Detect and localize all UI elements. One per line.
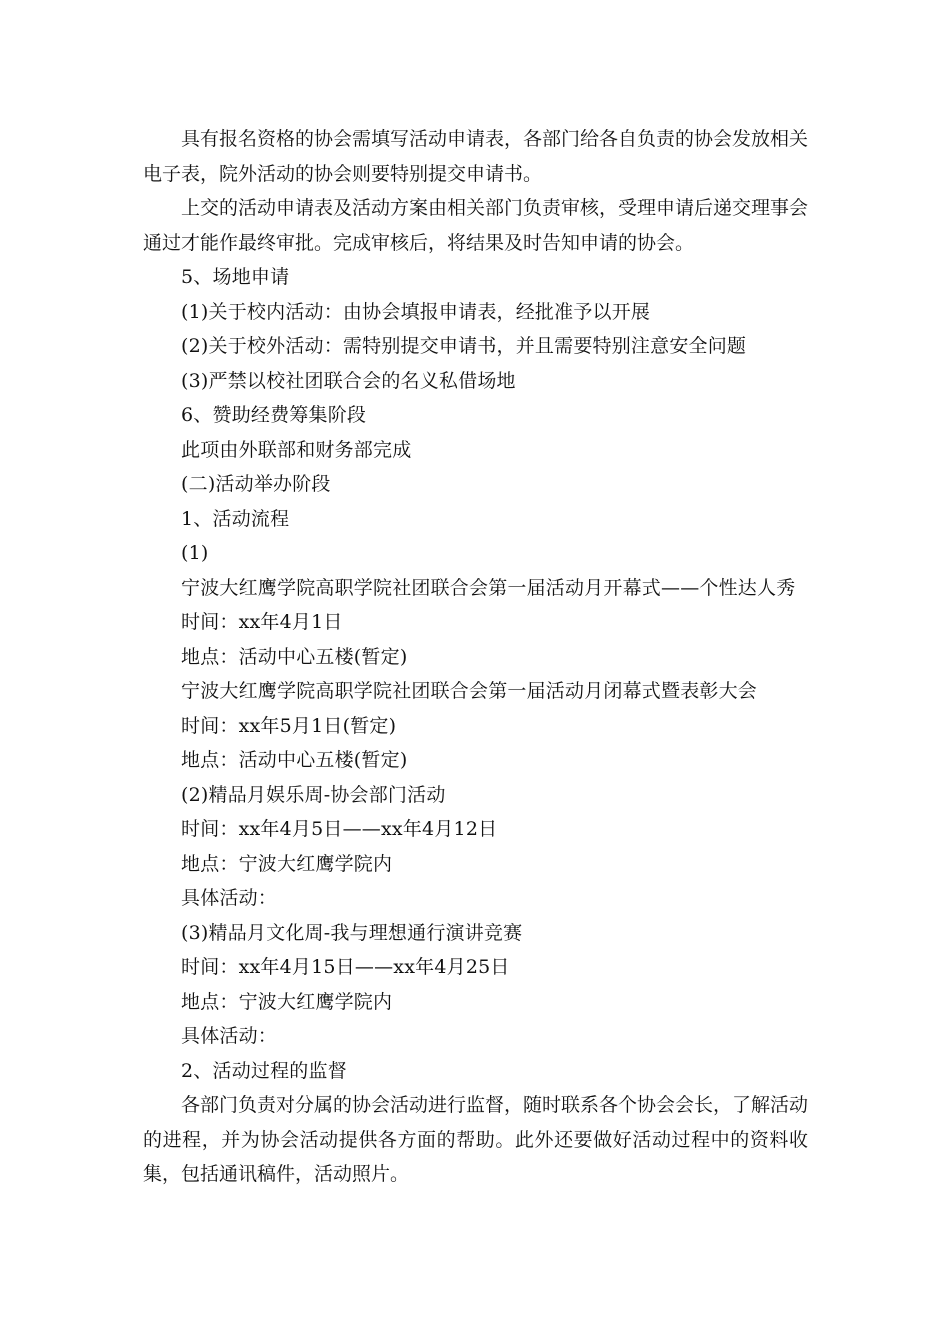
heading-event-stage: (二)活动举办阶段 — [181, 473, 331, 495]
entertainment-week-time: 时间：xx年4月5日——xx年4月12日 — [181, 818, 498, 840]
entertainment-week-title: (2)精品月娱乐周-协会部门活动 — [181, 783, 446, 806]
heading-sponsorship: 6、赞助经费筹集阶段 — [181, 404, 367, 426]
sponsorship-text: 此项由外联部和财务部完成 — [181, 438, 412, 461]
paragraph-application-form: 具有报名资格的协会需填写活动申请表，各部门给各自负责的协会发放相关电子表，院外活动的协会则要特别提交申请书。 — [143, 128, 809, 185]
opening-ceremony-title: 宁波大红鹰学院高职学院社团联合会第一届活动月开幕式——个性达人秀 — [181, 576, 796, 599]
opening-location: 地点：活动中心五楼(暂定) — [181, 645, 408, 668]
venue-item-off-campus: (2)关于校外活动：需特别提交申请书，并且需要特别注意安全问题 — [181, 335, 747, 357]
culture-week-activities: 具体活动： — [181, 1025, 278, 1047]
opening-time: 时间：xx年4月1日 — [181, 611, 343, 633]
culture-week-location: 地点：宁波大红鹰学院内 — [181, 990, 393, 1013]
heading-event-process: 1、活动流程 — [181, 507, 290, 530]
venue-item-on-campus: (1)关于校内活动：由协会填报申请表，经批准予以开展 — [181, 300, 651, 323]
closing-time: 时间：xx年5月1日(暂定) — [181, 714, 397, 737]
heading-venue-application: 5、场地申请 — [181, 266, 290, 288]
entertainment-week-location: 地点：宁波大红鹰学院内 — [181, 852, 393, 875]
venue-item-prohibition: (3)严禁以校社团联合会的名义私借场地 — [181, 369, 516, 392]
document-body — [143, 122, 808, 1192]
paragraph-review: 上交的活动申请表及活动方案由相关部门负责审核，受理申请后递交理事会通过才能作最终审批。完成审核后，将结果及时告知申请的协会。 — [143, 197, 809, 254]
closing-ceremony-title: 宁波大红鹰学院高职学院社团联合会第一届活动月闭幕式暨表彰大会 — [181, 680, 758, 702]
item-number-1: (1) — [181, 542, 209, 564]
entertainment-week-activities: 具体活动： — [181, 887, 278, 909]
closing-location: 地点：活动中心五楼(暂定) — [181, 749, 408, 771]
culture-week-time: 时间：xx年4月15日——xx年4月25日 — [181, 956, 510, 978]
paragraph-supervision: 各部门负责对分属的协会活动进行监督，随时联系各个协会会长，了解活动的进程，并为协会活动提供各方面的帮助。此外还要做好活动过程中的资料收集，包括通讯稿件，活动照片。 — [143, 1094, 809, 1185]
culture-week-title: (3)精品月文化周-我与理想通行演讲竞赛 — [181, 921, 523, 944]
heading-supervision: 2、活动过程的监督 — [181, 1059, 347, 1082]
